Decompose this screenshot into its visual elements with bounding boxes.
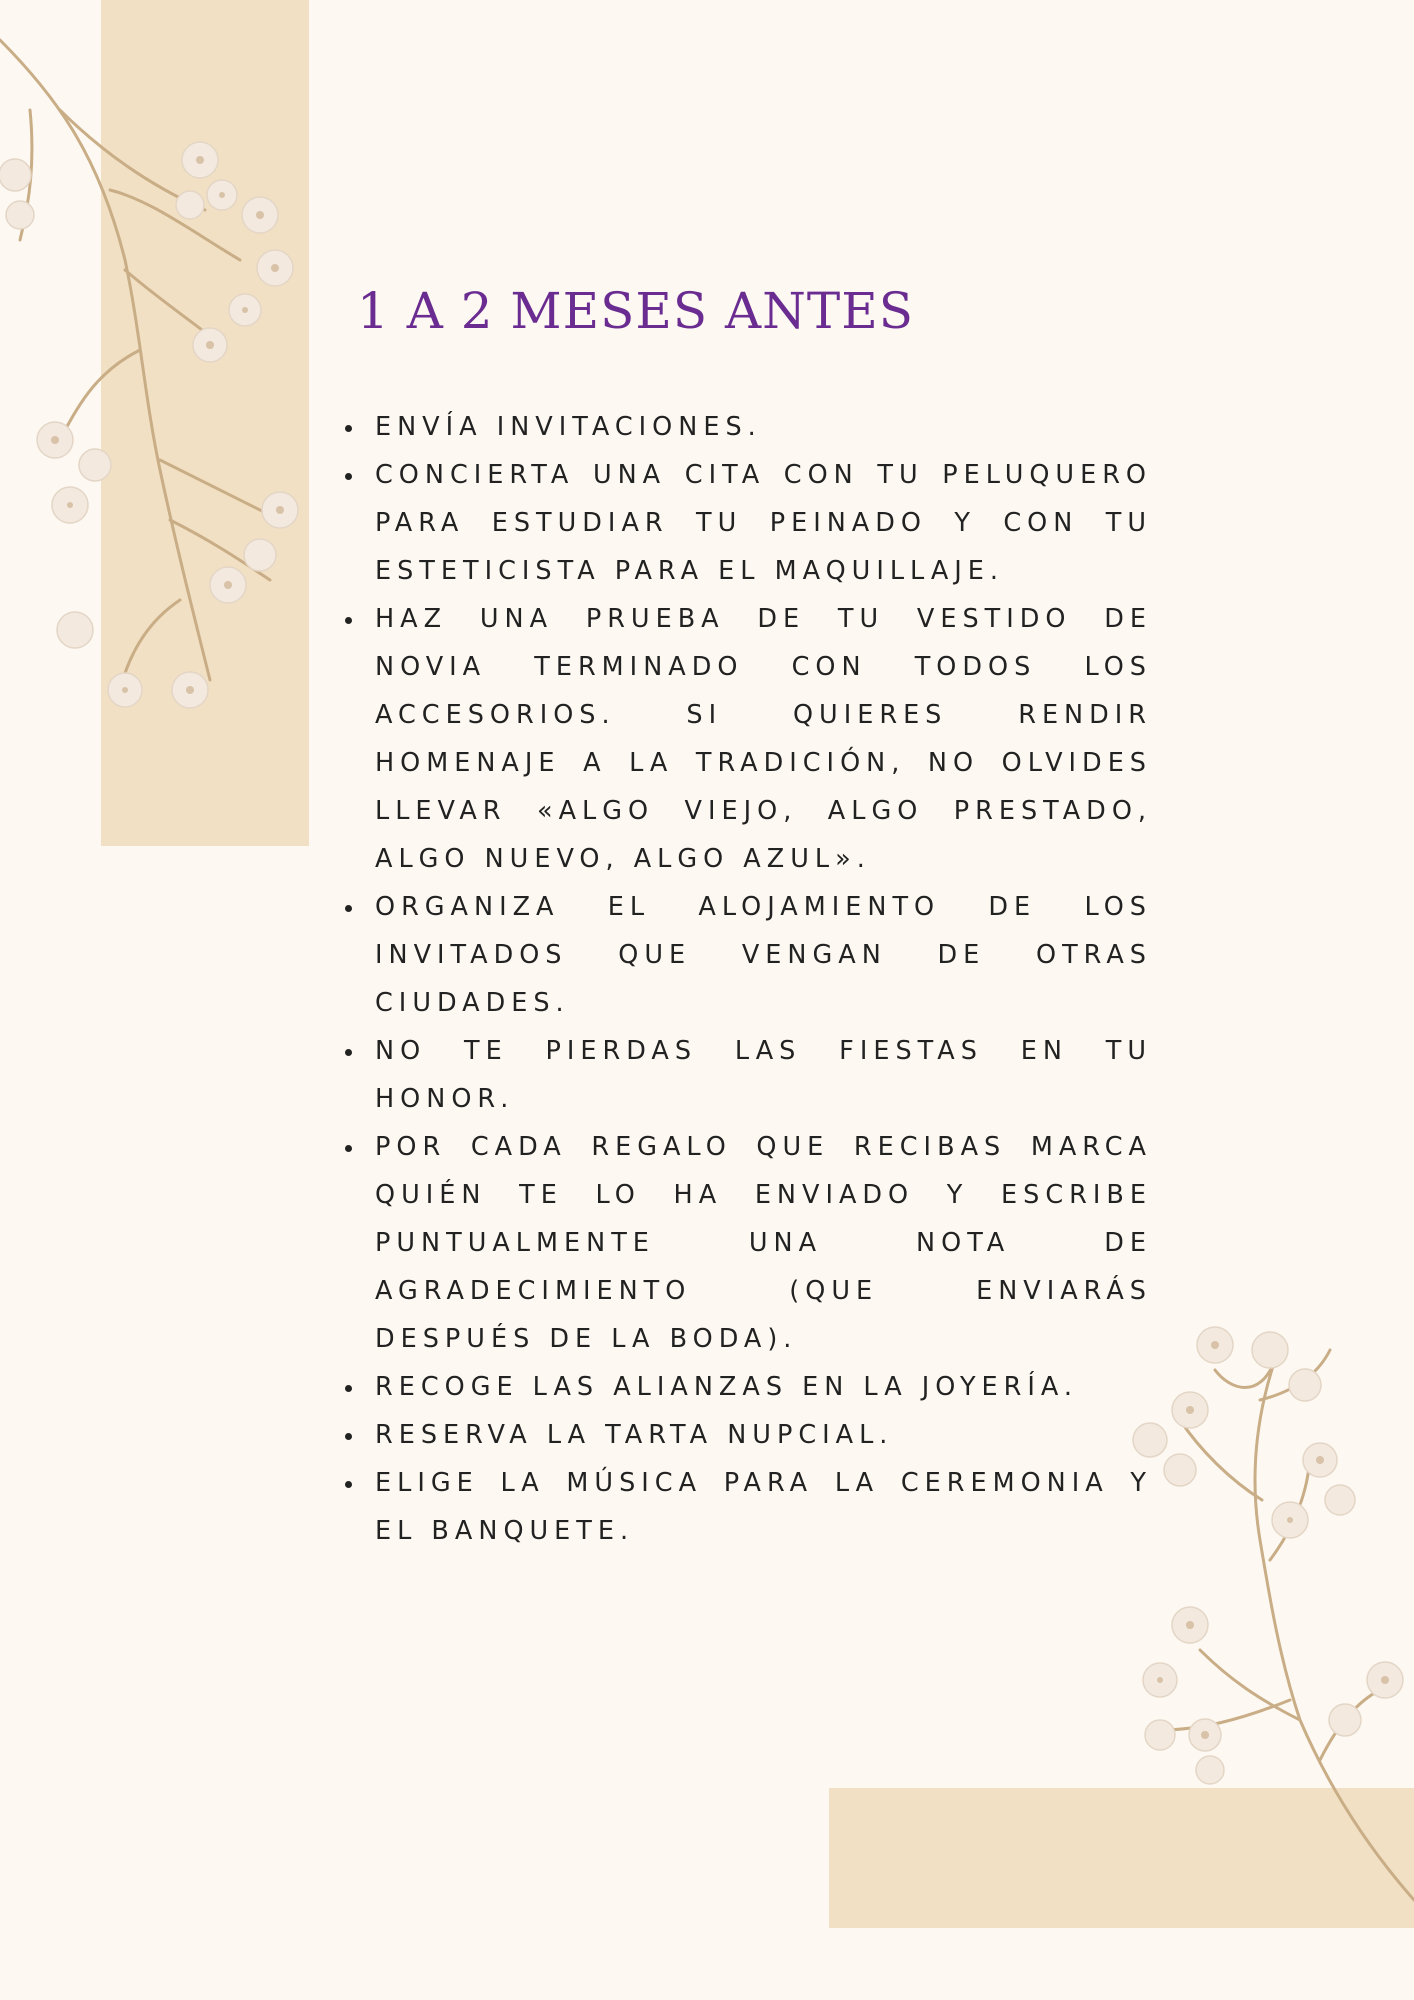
- decorative-band-bottom: [829, 1788, 1414, 1928]
- list-item: ORGANIZA EL ALOJAMIENTO DE LOS INVITADOS QUE VENGAN DE OTRAS CIUDADES.: [345, 883, 1152, 1027]
- list-item: ENVÍA INVITACIONES.: [345, 403, 1152, 451]
- checklist: [345, 403, 1152, 1555]
- decorative-band-left: [101, 0, 309, 846]
- list-item: ELIGE LA MÚSICA PARA LA CEREMONIA Y EL BANQUETE.: [345, 1459, 1152, 1555]
- berry-cluster-bottom-right: [1133, 1327, 1403, 1784]
- list-item: CONCIERTA UNA CITA CON TU PELUQUERO PARA ESTUDIAR TU PEINADO Y CON TU ESTETICISTA PARA EL MAQUILLAJE.: [345, 451, 1152, 595]
- list-item: POR CADA REGALO QUE RECIBAS MARCA QUIÉN TE LO HA ENVIADO Y ESCRIBE PUNTUALMENTE UNA NOTA DE AGRADECIMIENTO (QUE ENVIARÁS DESPUÉS DE LA BODA).: [345, 1123, 1152, 1363]
- page-title: 1 A 2 MESES ANTES: [357, 282, 914, 340]
- berry-dots-bottom-right: [1157, 1341, 1389, 1739]
- list-item: RECOGE LAS ALIANZAS EN LA JOYERÍA.: [345, 1363, 1152, 1411]
- list-item: HAZ UNA PRUEBA DE TU VESTIDO DE NOVIA TERMINADO CON TODOS LOS ACCESORIOS. SI QUIERES RENDIR HOMENAJE A LA TRADICIÓN, NO OLVIDES LLEVAR «ALGO VIEJO, ALGO PRESTADO, ALGO NUEVO, ALGO AZUL».: [345, 595, 1152, 883]
- list-item: NO TE PIERDAS LAS FIESTAS EN TU HONOR.: [345, 1027, 1152, 1123]
- list-item: RESERVA LA TARTA NUPCIAL.: [345, 1411, 1152, 1459]
